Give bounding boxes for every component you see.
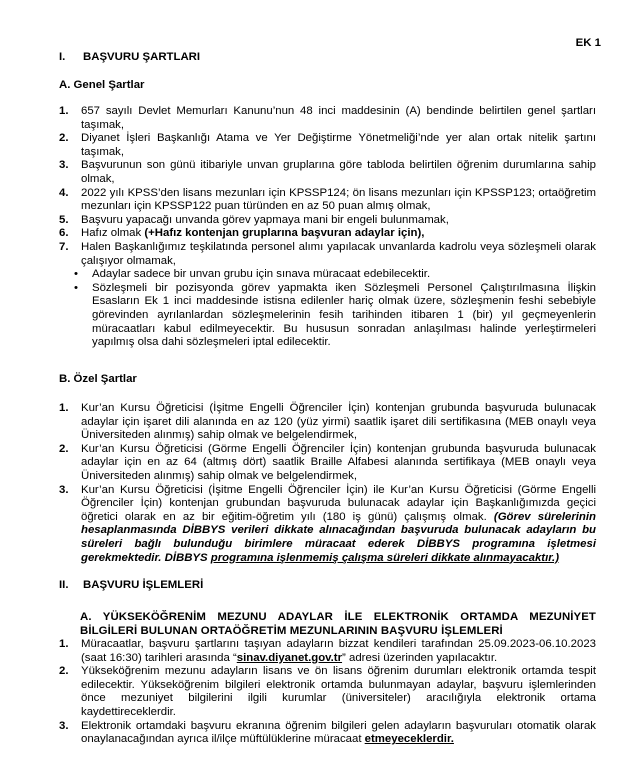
special-conditions-list [59,402,596,565]
item-number: 7. [59,240,69,253]
section-1-heading [59,51,200,65]
item-number: 3. [59,159,69,172]
list-item [59,241,596,268]
section-2-number: II. [59,579,69,591]
bullet-icon: • [74,281,78,294]
list-item [59,214,596,228]
list-item [59,484,596,566]
list-item [59,132,596,159]
item-bold-underlined-text: etmeyeceklerdir. [364,733,454,746]
item-italic-note: (Görev sürelerinin hesaplanmasında DİBBYS verileri dikkate alınacağından başvuruda bulunacak adayların bu süreleri bağlı bulunduğu birimlere müracaat ederek DİBBYS programına işletmesi gerekmektedir. DİBBYS [81,510,596,564]
list-item [59,638,596,665]
item-text: 657 sayılı Devlet Memurları Kanunu’nun 48 inci maddesinin (A) bendinde belirtilen genel şartları taşımak, [81,105,596,131]
annex-label: EK 1 [575,37,601,49]
application-website-link[interactable]: sinav.diyanet.gov.tr [236,651,343,664]
item-text: Halen Başkanlığımız teşkilatında personel alımı yapılacak unvanlarda kadrolu veya sözleşmeli olarak çalışıyor olmamak, [81,240,596,267]
list-item [59,665,596,719]
item-text: Kur’an Kursu Öğreticisi (İşitme Engelli Öğrenciler İçin) kontenjan grubunda başvuruda bulunacak adaylar için işaret dili alanında en az 120 (yüz yirmi) saatlik işaret dili sertifikasına (MEB onaylı veya Üniversiteden alınmış) sahip olmak ve belgelendirmek, [81,402,596,442]
item-text-end: ” adresi üzerinden yapılacaktır. [342,651,498,664]
item-number: 1. [59,638,69,650]
bullet-item [59,268,596,282]
item-text: Kur’an Kursu Öğreticisi (Görme Engelli Öğrenciler İçin) kontenjan grubunda başvuruda bulunacak adaylar için en az 64 (altmış dört) saatlik Braille Alfabesi alanında sertifikaya (MEB onaylı veya Üniversiteden alınmış) sahip olmak ve belgelendirmek, [81,442,596,482]
application-procedures-list [59,638,596,747]
general-conditions-heading: A. Genel Şartlar [59,79,145,91]
bullet-text: Adaylar sadece bir unvan grubu için sınava müracaat edebilecektir. [92,268,431,281]
item-number: 2. [59,132,69,145]
item-number: 3. [59,719,69,732]
list-item [59,402,596,443]
item-italic-underlined-note: programına işlenmemiş çalışma süreleri dikkate alınmayacaktır.) [210,551,560,564]
item-text: Hafız olmak [81,227,145,240]
general-conditions-list [59,105,596,350]
list-item [59,720,596,747]
item-text: Başvuru yapacağı unvanda görev yapmaya mani bir engeli bulunmamak, [81,213,449,226]
list-item [59,105,596,132]
item-text: Elektronik ortamdaki başvuru ekranına öğrenim bilgileri gelen adayların başvuruları otomatik olarak onaylanacağından ayrıca il/ilçe müftülüklerine müracaat [81,719,596,746]
item-number: 3. [59,483,69,496]
item-text: Yükseköğrenim mezunu adayların lisans ve ön lisans öğrenim durumları elektronik ortamda tespit edilecektir. Yükseköğrenim bilgileri elektronik ortamda bulunmayan adaylar, başvuru işlemlerinden önce mezuniyet bilgilerini ilgili kurumlar (üniversiteler) aracılığıyla elektronik ortama kaydettireceklerdir. [81,665,596,718]
list-item [59,227,596,241]
item-number: 6. [59,227,69,240]
bullet-item [59,282,596,350]
item-number: 5. [59,213,69,226]
list-item [59,443,596,484]
section-2-heading [59,579,203,593]
item-text: Kur’an Kursu Öğreticisi (İşitme Engelli Öğrenciler İçin) ile Kur’an Kursu Öğreticisi (Görme Engelli Öğrenciler İçin) kontenjan grubundan başvuruda bulunacak adaylar için Başkanlığımızda geçici öğretici olarak en az bir eğitim-öğretim yılı (180 iş günü) çalışmış olmak. [81,483,596,523]
list-item [59,187,596,214]
bullet-text: Sözleşmeli bir pozisyonda görev yapmakta iken Sözleşmeli Personel Çalıştırılmasına İlişkin Esasların Ek 1 inci maddesinde istisna edilenler hariç olmak üzere, sözleşmenin feshi sebebiyle görevinden ayrılanlardan sözleşmelerinin fesih tarihinden itibaren 1 (bir) yıl geçmeyenlerin müracaatları kabul edilmeyecektir. Bu hususun sonradan anlaşılması halinde yerleştirmeleri yapılmış olsa dahi sözleşmeleri iptal edilecektir. [92,281,596,349]
list-item [59,159,596,186]
item-number: 1. [59,105,69,117]
bullet-list [59,268,596,350]
item-number: 1. [59,402,69,414]
item-text: 2022 yılı KPSS’den lisans mezunları için KPSSP124; ön lisans mezunları için KPSSP123; ortaöğretim mezunları için KPSSP122 puan türünden en az 50 puan almış olmak, [81,186,596,213]
item-text: Diyanet İşleri Başkanlığı Atama ve Yer Değiştirme Yönetmeliği’nde yer alan ortak nitelik şartını taşımak, [81,132,596,158]
item-text: Müracaatlar, başvuru şartlarını taşıyan adayların bizzat kendileri tarafından 25.09.2023-06.10.2023 (saat 16:30) tarihleri arasında “ [81,638,596,664]
section-1-title: BAŞVURU ŞARTLARI [83,51,201,63]
item-bold-text: (+Hafız kontenjan gruplarına başvuran adaylar için), [144,227,425,240]
bullet-icon: • [74,268,78,281]
item-number: 4. [59,186,69,199]
section-1-number: I. [59,51,66,63]
item-text: Başvurunun son günü itibariyle unvan gruplarına göre tabloda belirtilen öğrenim durumlarına sahip olmak, [81,159,596,185]
item-number: 2. [59,442,69,455]
section-2-title: BAŞVURU İŞLEMLERİ [83,579,204,591]
subsection-a-heading: A. YÜKSEKÖĞRENİM MEZUNU ADAYLAR İLE ELEKTRONİK ORTAMDA MEZUNİYET BİLGİLERİ BULUNAN ORTAÖĞRETİM MEZUNLARININ BAŞVURU İŞLEMLERİ [80,611,596,637]
item-number: 2. [59,665,69,678]
special-conditions-heading: B. Özel Şartlar [59,373,137,385]
